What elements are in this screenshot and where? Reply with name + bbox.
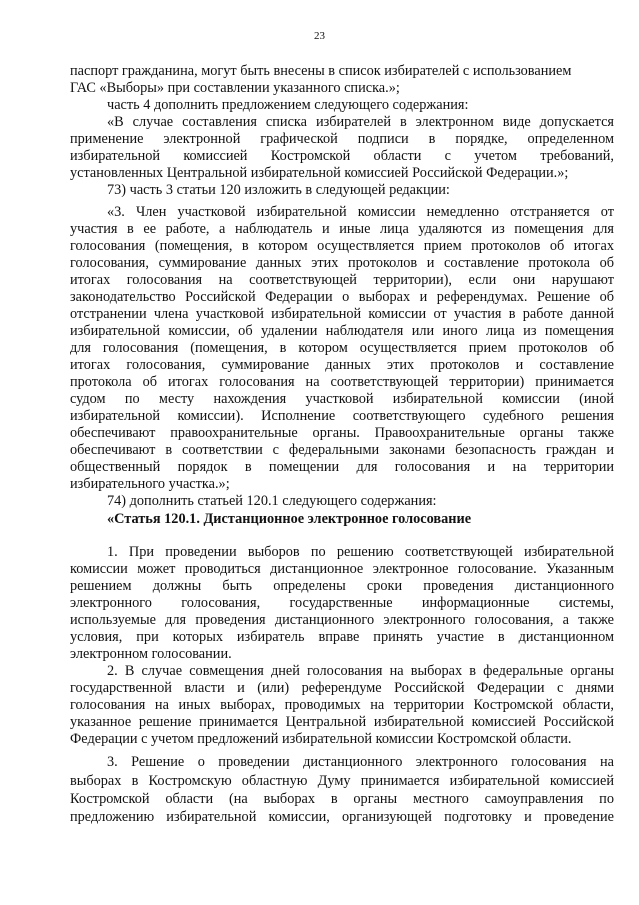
text-line: избирательного участка.»;: [70, 476, 230, 492]
text-line: решением должны быть определены сроки проведения дистанционного: [70, 578, 614, 594]
text-line: обеспечивают правоохранительные органы. Правоохранительные органы также: [70, 425, 614, 441]
text-line: государственной власти и (или) референдуме Российской Федерации с днями: [70, 680, 614, 696]
text-line: используемые для проведения дистанционного электронного голосования, а также: [70, 612, 614, 628]
article-heading: «Статья 120.1. Дистанционное электронное голосование: [107, 511, 472, 527]
text-line: протокола об итогах голосования на соответствующей территории) принимается: [70, 374, 614, 390]
text-line: голосования на иных выборах, проводимых на территории Костромской области,: [70, 697, 614, 713]
text-line: электронного голосования, государственные информационные системы,: [70, 595, 614, 611]
text-line: предложению избирательной комиссии, организующей подготовку и проведение: [70, 809, 614, 825]
text-line: «В случае составления списка избирателей в электронном виде допускается: [107, 114, 614, 130]
text-line: выборах в Костромскую областную Думу принимается избирательной комиссией: [70, 773, 614, 789]
text-line: судом по месту нахождения участковой избирательной комиссии (иной: [70, 391, 614, 407]
text-line: указанное решение принимается Центральной избирательной комиссией Российской: [70, 714, 614, 730]
text-line: 2. В случае совмещения дней голосования на выборах в федеральные органы: [107, 663, 614, 679]
text-line: ГАС «Выборы» при составлении указанного списка.»;: [70, 80, 400, 96]
text-line: голосования (помещения, в котором осуществляется прием протоколов об итогах: [70, 238, 614, 254]
text-line: для голосования (помещения, в котором осуществляется прием протоколов об: [70, 340, 614, 356]
text-line: паспорт гражданина, могут быть внесены в список избирателей с использованием: [70, 63, 572, 79]
text-line: условия, при которых избиратель вправе принять участие в дистанционном: [70, 629, 614, 645]
text-line: итогах голосования, суммирование данных этих протоколов и составление: [70, 357, 614, 373]
text-line: избирательной комиссией Костромской области с учетом требований,: [70, 148, 614, 164]
text-line: Костромской области (на выборах в органы местного самоуправления по: [70, 791, 614, 807]
text-line: электронном голосовании.: [70, 646, 232, 662]
text-line: 73) часть 3 статьи 120 изложить в следующей редакции:: [107, 182, 450, 198]
text-line: Федерации с учетом предложений избирательной комиссии Костромской области.: [70, 731, 572, 747]
page-number: 23: [314, 30, 325, 42]
text-line: комиссии может проводиться дистанционное электронное голосование. Указанным: [70, 561, 614, 577]
text-line: обеспечивают в соответствии с федеральными законами безопасность граждан и: [70, 442, 614, 458]
text-line: отстранении члена участковой избирательной комиссии от участия в работе данной: [70, 306, 614, 322]
text-line: «3. Член участковой избирательной комиссии немедленно отстраняется от: [107, 204, 614, 220]
text-line: 74) дополнить статьей 120.1 следующего содержания:: [107, 493, 437, 509]
text-line: часть 4 дополнить предложением следующего содержания:: [107, 97, 469, 113]
text-line: голосования, суммирование данных этих протоколов и составление протокола об: [70, 255, 614, 271]
text-line: применение электронной графической подписи в порядке, определенном: [70, 131, 614, 147]
text-line: 1. При проведении выборов по решению соответствующей избирательной: [107, 544, 614, 560]
text-line: участия в ее работе, а наблюдатель и иные лица удаляются из помещения для: [70, 221, 614, 237]
text-line: избирательной комиссии). Исполнение соответствующего судебного решения: [70, 408, 614, 424]
text-line: установленных Центральной избирательной комиссией Российской Федерации.»;: [70, 165, 569, 181]
text-line: избирательной комиссии, об удалении наблюдателя или иного лица из помещения: [70, 323, 614, 339]
text-line: итогах голосования на соответствующей территории), если они нарушают: [70, 272, 614, 288]
text-line: 3. Решение о проведении дистанционного электронного голосования на: [107, 754, 614, 770]
text-line: общественный порядок в помещении для голосования и на территории: [70, 459, 614, 475]
text-line: законодательство Российской Федерации о выборах и референдумах. Решение об: [70, 289, 614, 305]
